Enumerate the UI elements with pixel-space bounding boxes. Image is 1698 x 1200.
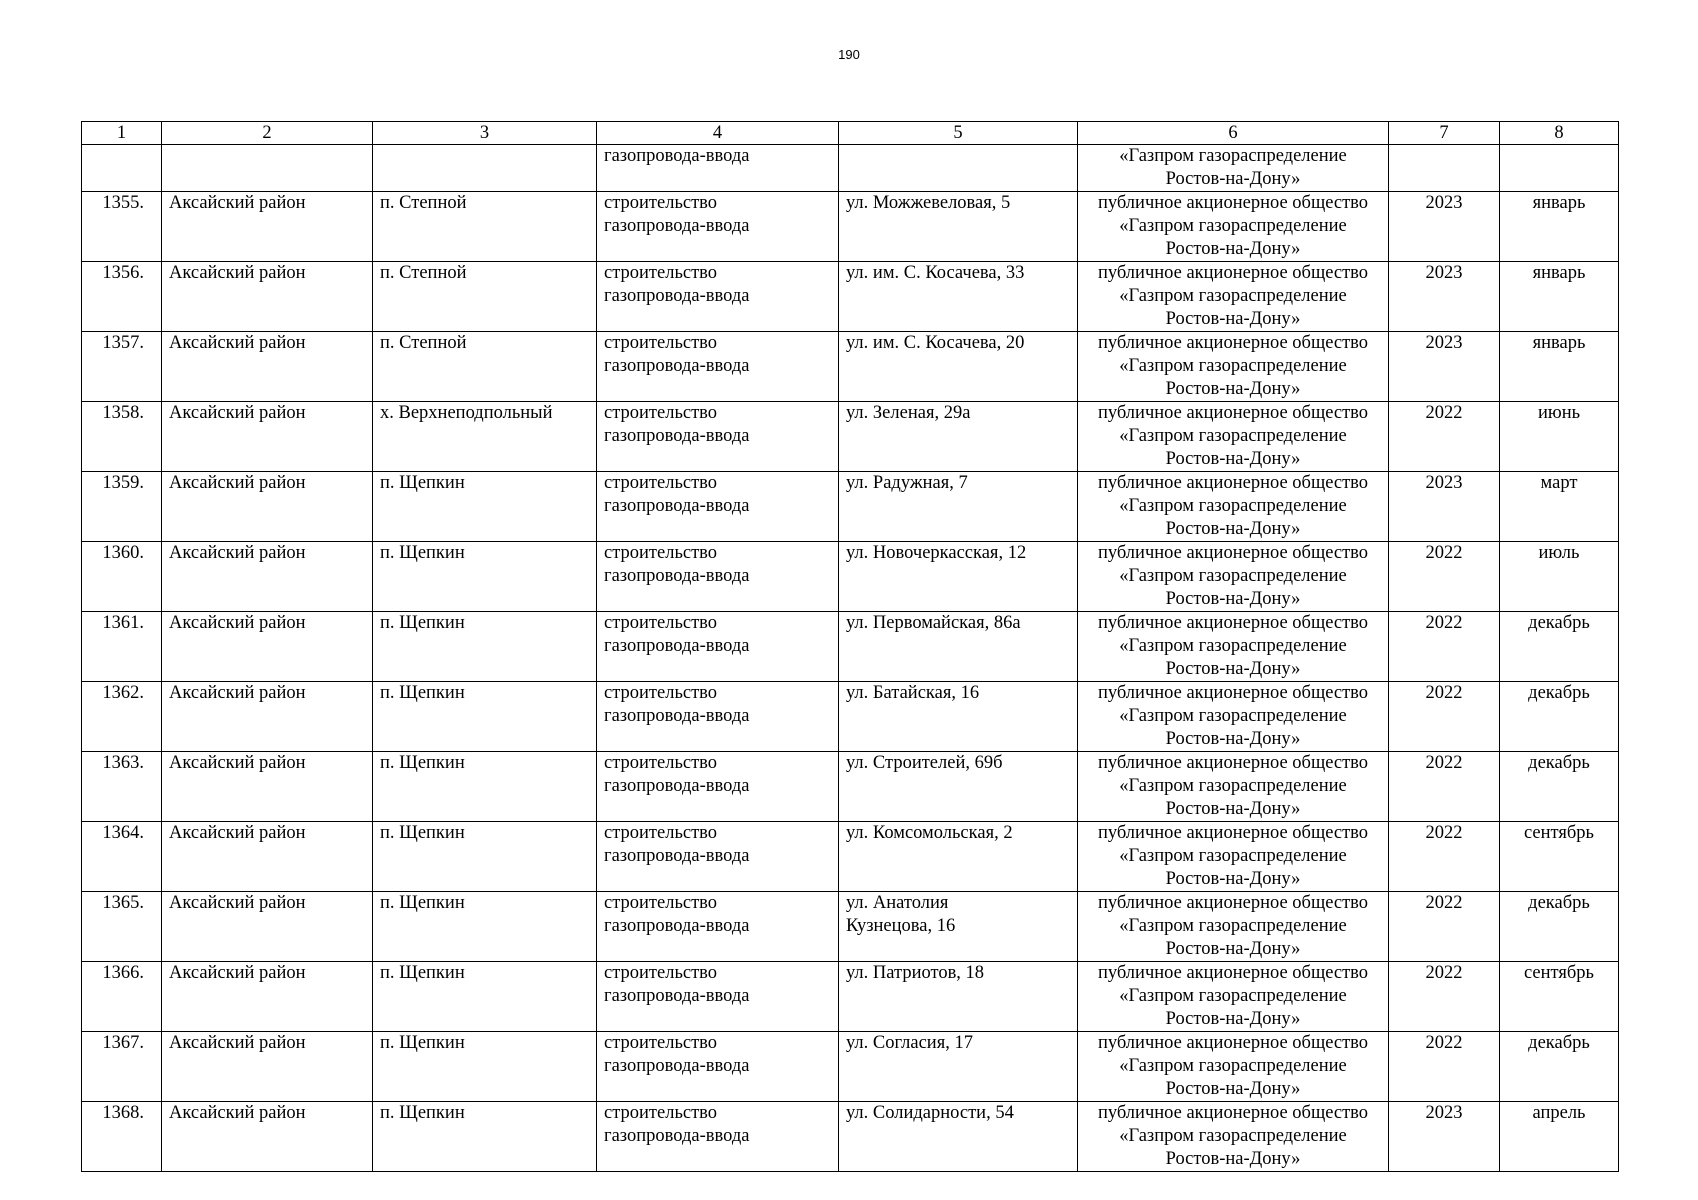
organization-line: публичное акционерное общество (1097, 1033, 1369, 1053)
work-line: строительство (604, 893, 718, 913)
organization-line: Ростов-на-Дону» (1165, 1079, 1301, 1099)
organization-line: «Газпром газораспределение (1119, 1056, 1347, 1076)
number-cell: 1365. (82, 892, 162, 962)
organization-line: Ростов-на-Дону» (1165, 239, 1301, 259)
work-line: строительство (604, 403, 718, 423)
organization-cell (1078, 472, 1389, 542)
district-cell: Аксайский район (162, 682, 373, 752)
month-cell (1500, 145, 1619, 192)
organization-line: «Газпром газораспределение (1119, 986, 1347, 1006)
organization-line: публичное акционерное общество (1097, 403, 1369, 423)
locality-cell: п. Степной (373, 192, 597, 262)
work-line: строительство (604, 753, 718, 773)
address-cell (839, 402, 1078, 472)
address-cell (839, 542, 1078, 612)
work-line: строительство (604, 683, 718, 703)
work-line: строительство (604, 1103, 718, 1123)
locality-cell: п. Щепкин (373, 752, 597, 822)
header-cell-3: 3 (373, 122, 597, 145)
locality-cell: п. Степной (373, 332, 597, 402)
organization-cell (1078, 1102, 1389, 1172)
year-cell: 2022 (1389, 892, 1500, 962)
district-cell: Аксайский район (162, 612, 373, 682)
month-cell: сентябрь (1500, 962, 1619, 1032)
work-line: газопровода-ввода (604, 1056, 750, 1076)
organization-line: «Газпром газораспределение (1119, 146, 1347, 166)
month-cell: январь (1500, 262, 1619, 332)
table-row (82, 402, 1619, 472)
locality-cell: п. Щепкин (373, 612, 597, 682)
organization-line: публичное акционерное общество (1097, 473, 1369, 493)
organization-line: «Газпром газораспределение (1119, 286, 1347, 306)
table-row (82, 472, 1619, 542)
organization-line: публичное акционерное общество (1097, 263, 1369, 283)
work-cell (597, 192, 839, 262)
work-line: газопровода-ввода (604, 706, 750, 726)
organization-line: публичное акционерное общество (1097, 613, 1369, 633)
month-cell: декабрь (1500, 892, 1619, 962)
organization-line: публичное акционерное общество (1097, 193, 1369, 213)
number-cell: 1355. (82, 192, 162, 262)
work-line: строительство (604, 263, 718, 283)
number-cell: 1356. (82, 262, 162, 332)
address-line: ул. Батайская, 16 (846, 683, 980, 703)
organization-line: «Газпром газораспределение (1119, 846, 1347, 866)
work-cell (597, 752, 839, 822)
header-cell-5: 5 (839, 122, 1078, 145)
organization-line: «Газпром газораспределение (1119, 426, 1347, 446)
number-cell: 1368. (82, 1102, 162, 1172)
month-cell: декабрь (1500, 612, 1619, 682)
organization-line: Ростов-на-Дону» (1165, 869, 1301, 889)
table-row (82, 262, 1619, 332)
organization-line: «Газпром газораспределение (1119, 1126, 1347, 1146)
address-line: ул. Патриотов, 18 (846, 963, 985, 983)
work-line: газопровода-ввода (604, 916, 750, 936)
organization-line: Ростов-на-Дону» (1165, 799, 1301, 819)
organization-line: «Газпром газораспределение (1119, 706, 1347, 726)
year-cell: 2022 (1389, 682, 1500, 752)
organization-line: «Газпром газораспределение (1119, 496, 1347, 516)
locality-cell: п. Щепкин (373, 682, 597, 752)
work-line: газопровода-ввода (604, 146, 750, 166)
address-cell (839, 892, 1078, 962)
header-cell-4: 4 (597, 122, 839, 145)
number-cell (82, 145, 162, 192)
year-cell: 2022 (1389, 612, 1500, 682)
organization-line: Ростов-на-Дону» (1165, 169, 1301, 189)
address-line: ул. Новочеркасская, 12 (846, 543, 1027, 563)
address-line: ул. Солидарности, 54 (846, 1103, 1014, 1123)
organization-cell (1078, 962, 1389, 1032)
work-cell (597, 612, 839, 682)
organization-line: «Газпром газораспределение (1119, 356, 1347, 376)
work-line: газопровода-ввода (604, 1126, 750, 1146)
organization-cell (1078, 822, 1389, 892)
locality-cell: п. Щепкин (373, 472, 597, 542)
organization-line: публичное акционерное общество (1097, 963, 1369, 983)
year-cell: 2023 (1389, 472, 1500, 542)
work-line: строительство (604, 613, 718, 633)
number-cell: 1358. (82, 402, 162, 472)
address-line: Кузнецова, 16 (846, 916, 956, 936)
month-cell: декабрь (1500, 752, 1619, 822)
locality-cell: п. Щепкин (373, 962, 597, 1032)
address-cell (839, 682, 1078, 752)
organization-line: публичное акционерное общество (1097, 753, 1369, 773)
address-cell (839, 1102, 1078, 1172)
year-cell: 2022 (1389, 752, 1500, 822)
number-cell: 1364. (82, 822, 162, 892)
address-line: ул. Можжевеловая, 5 (846, 193, 1011, 213)
year-cell: 2022 (1389, 962, 1500, 1032)
number-cell: 1361. (82, 612, 162, 682)
table-row (82, 612, 1619, 682)
table-row (82, 332, 1619, 402)
organization-cell (1078, 892, 1389, 962)
work-cell (597, 145, 839, 192)
month-cell: июль (1500, 542, 1619, 612)
number-cell: 1363. (82, 752, 162, 822)
header-row (82, 122, 1619, 145)
table-row (82, 192, 1619, 262)
organization-line: публичное акционерное общество (1097, 1103, 1369, 1123)
work-cell (597, 1032, 839, 1102)
address-line: ул. Анатолия (846, 893, 949, 913)
table-row (82, 1032, 1619, 1102)
page-number: 190 (838, 47, 860, 62)
organization-line: Ростов-на-Дону» (1165, 1009, 1301, 1029)
number-cell: 1366. (82, 962, 162, 1032)
address-cell (839, 752, 1078, 822)
organization-line: Ростов-на-Дону» (1165, 519, 1301, 539)
year-cell: 2022 (1389, 1032, 1500, 1102)
district-cell: Аксайский район (162, 822, 373, 892)
header-cell-2: 2 (162, 122, 373, 145)
district-cell: Аксайский район (162, 892, 373, 962)
continuation-row (82, 145, 1619, 192)
organization-line: Ростов-на-Дону» (1165, 1149, 1301, 1169)
organization-cell (1078, 145, 1389, 192)
organization-cell (1078, 402, 1389, 472)
table-body (82, 122, 1619, 1172)
organization-cell (1078, 332, 1389, 402)
district-cell: Аксайский район (162, 332, 373, 402)
address-cell (839, 472, 1078, 542)
organization-line: Ростов-на-Дону» (1165, 659, 1301, 679)
table-row (82, 1102, 1619, 1172)
district-cell: Аксайский район (162, 472, 373, 542)
organization-cell (1078, 682, 1389, 752)
address-cell (839, 822, 1078, 892)
address-cell (839, 192, 1078, 262)
district-cell: Аксайский район (162, 1032, 373, 1102)
header-cell-7: 7 (1389, 122, 1500, 145)
address-line: ул. Согласия, 17 (846, 1033, 973, 1053)
district-cell: Аксайский район (162, 192, 373, 262)
year-cell: 2023 (1389, 1102, 1500, 1172)
organization-line: публичное акционерное общество (1097, 333, 1369, 353)
month-cell: январь (1500, 332, 1619, 402)
month-cell: март (1500, 472, 1619, 542)
organization-line: публичное акционерное общество (1097, 823, 1369, 843)
month-cell: сентябрь (1500, 822, 1619, 892)
locality-cell: п. Степной (373, 262, 597, 332)
table-row (82, 892, 1619, 962)
work-cell (597, 472, 839, 542)
district-cell: Аксайский район (162, 752, 373, 822)
work-line: газопровода-ввода (604, 216, 750, 236)
organization-line: публичное акционерное общество (1097, 543, 1369, 563)
organization-line: публичное акционерное общество (1097, 893, 1369, 913)
organization-line: «Газпром газораспределение (1119, 566, 1347, 586)
year-cell (1389, 145, 1500, 192)
number-cell: 1359. (82, 472, 162, 542)
address-line: ул. Первомайская, 86а (846, 613, 1021, 633)
locality-cell: п. Щепкин (373, 822, 597, 892)
organization-line: «Газпром газораспределение (1119, 216, 1347, 236)
month-cell: июнь (1500, 402, 1619, 472)
number-cell: 1367. (82, 1032, 162, 1102)
work-line: строительство (604, 823, 718, 843)
district-cell: Аксайский район (162, 262, 373, 332)
work-line: строительство (604, 473, 718, 493)
work-line: газопровода-ввода (604, 356, 750, 376)
organization-cell (1078, 752, 1389, 822)
work-line: строительство (604, 543, 718, 563)
organization-line: Ростов-на-Дону» (1165, 379, 1301, 399)
year-cell: 2022 (1389, 402, 1500, 472)
work-line: газопровода-ввода (604, 776, 750, 796)
locality-cell: х. Верхнеподпольный (373, 402, 597, 472)
work-cell (597, 402, 839, 472)
address-line: ул. Комсомольская, 2 (846, 823, 1013, 843)
organization-line: Ростов-на-Дону» (1165, 729, 1301, 749)
locality-cell (373, 145, 597, 192)
organization-cell (1078, 192, 1389, 262)
work-line: газопровода-ввода (604, 286, 750, 306)
district-cell (162, 145, 373, 192)
work-cell (597, 962, 839, 1032)
work-line: газопровода-ввода (604, 566, 750, 586)
table-row (82, 752, 1619, 822)
gas-pipeline-schedule-table (81, 121, 1619, 1172)
work-line: газопровода-ввода (604, 426, 750, 446)
work-line: строительство (604, 193, 718, 213)
work-cell (597, 1102, 839, 1172)
work-line: газопровода-ввода (604, 846, 750, 866)
address-cell (839, 262, 1078, 332)
address-cell (839, 1032, 1078, 1102)
number-cell: 1360. (82, 542, 162, 612)
table-row (82, 542, 1619, 612)
year-cell: 2023 (1389, 192, 1500, 262)
work-line: газопровода-ввода (604, 986, 750, 1006)
month-cell: апрель (1500, 1102, 1619, 1172)
district-cell: Аксайский район (162, 962, 373, 1032)
month-cell: январь (1500, 192, 1619, 262)
address-line: ул. Радужная, 7 (846, 473, 968, 493)
header-cell-8: 8 (1500, 122, 1619, 145)
year-cell: 2023 (1389, 262, 1500, 332)
header-cell-1: 1 (82, 122, 162, 145)
locality-cell: п. Щепкин (373, 1032, 597, 1102)
address-cell (839, 612, 1078, 682)
year-cell: 2022 (1389, 542, 1500, 612)
organization-line: публичное акционерное общество (1097, 683, 1369, 703)
work-cell (597, 542, 839, 612)
work-line: строительство (604, 333, 718, 353)
organization-cell (1078, 542, 1389, 612)
number-cell: 1357. (82, 332, 162, 402)
organization-line: Ростов-на-Дону» (1165, 939, 1301, 959)
organization-cell (1078, 612, 1389, 682)
work-cell (597, 332, 839, 402)
district-cell: Аксайский район (162, 402, 373, 472)
district-cell: Аксайский район (162, 1102, 373, 1172)
address-cell (839, 332, 1078, 402)
number-cell: 1362. (82, 682, 162, 752)
locality-cell: п. Щепкин (373, 892, 597, 962)
organization-cell (1078, 1032, 1389, 1102)
address-cell (839, 962, 1078, 1032)
organization-line: «Газпром газораспределение (1119, 776, 1347, 796)
work-cell (597, 262, 839, 332)
locality-cell: п. Щепкин (373, 1102, 597, 1172)
locality-cell: п. Щепкин (373, 542, 597, 612)
header-cell-6: 6 (1078, 122, 1389, 145)
year-cell: 2023 (1389, 332, 1500, 402)
address-line: ул. им. С. Косачева, 20 (846, 333, 1025, 353)
address-line: ул. Зеленая, 29а (846, 403, 971, 423)
address-line: ул. Строителей, 69б (846, 753, 1003, 773)
organization-line: Ростов-на-Дону» (1165, 449, 1301, 469)
work-line: газопровода-ввода (604, 636, 750, 656)
district-cell: Аксайский район (162, 542, 373, 612)
organization-cell (1078, 262, 1389, 332)
table-row (82, 682, 1619, 752)
work-cell (597, 892, 839, 962)
work-cell (597, 822, 839, 892)
organization-line: «Газпром газораспределение (1119, 636, 1347, 656)
organization-line: Ростов-на-Дону» (1165, 589, 1301, 609)
work-line: строительство (604, 963, 718, 983)
work-cell (597, 682, 839, 752)
address-cell (839, 145, 1078, 192)
organization-line: «Газпром газораспределение (1119, 916, 1347, 936)
address-line: ул. им. С. Косачева, 33 (846, 263, 1025, 283)
month-cell: декабрь (1500, 1032, 1619, 1102)
table-row (82, 822, 1619, 892)
year-cell: 2022 (1389, 822, 1500, 892)
table-row (82, 962, 1619, 1032)
work-line: газопровода-ввода (604, 496, 750, 516)
organization-line: Ростов-на-Дону» (1165, 309, 1301, 329)
work-line: строительство (604, 1033, 718, 1053)
month-cell: декабрь (1500, 682, 1619, 752)
